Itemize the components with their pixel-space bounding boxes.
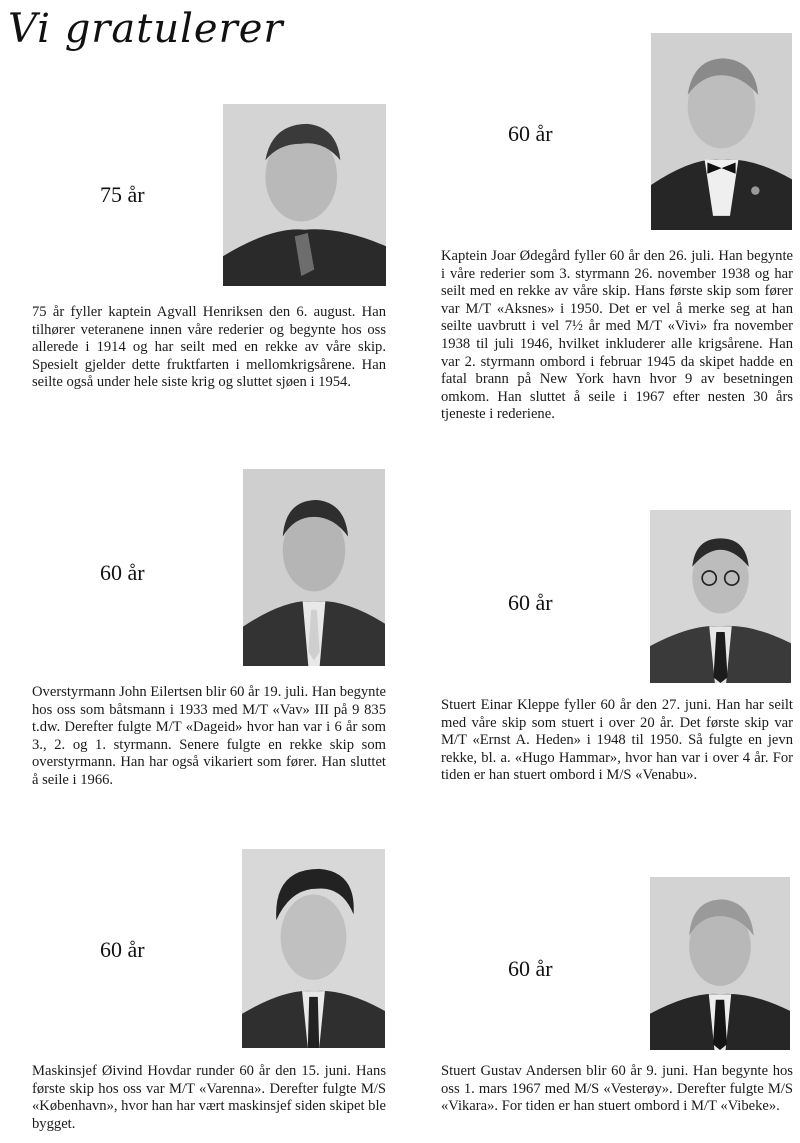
age-label-3: 60 år (100, 560, 145, 585)
portrait-photo-2 (651, 33, 792, 230)
age-label-4: 60 år (508, 590, 553, 615)
portrait-photo-4 (650, 510, 791, 683)
entry-text-1: 75 år fyller kaptein Agvall Henriksen den 6. august. Han tilhører veteranene innen våre rederier og begynte hos oss allerede i 1914 og har seilt med en rekke av våre skip. Spesielt gjelder dette fruktfarten i mellomkrigsårene. Han seilte også under hele siste krig og sluttet sjøen i 1954. (32, 304, 386, 391)
portrait-photo-3 (243, 469, 385, 666)
entry-text-4: Stuert Einar Kleppe fyller 60 år den 27. juni. Han har seilt med våre skip som stuert i over 20 år. Det første skip var M/T «Ernst A. Heden» i 1948 til 1950. Så fulgte en jevn rekke, bl. a. «Hugo Hammar», hvor han var i over 4 år. For tiden er han stuert ombord i M/S «Venabu». (441, 697, 793, 784)
age-label-1: 75 år (100, 182, 145, 207)
entry-text-6: Stuert Gustav Andersen blir 60 år 9. juni. Han begynte hos oss 1. mars 1967 med M/S «Vesterøy». Derefter fulgte M/S «Vikara». For tiden er han stuert ombord i M/T «Vibeke». (441, 1063, 793, 1115)
portrait-photo-1 (223, 104, 386, 286)
entry-text-3: Overstyrmann John Eilertsen blir 60 år 19. juli. Han begynte hos oss som båtsmann i 1933 med M/T «Vav» III på 9 835 t.dw. Derefter fulgte M/T «Dageid» hvor han var i 6 år som 3., 2. og 1. styrmann. Senere fulgte en rekke skip som overstyrmann. Han har også vikariert som fører. Han sluttet å seile i 1966. (32, 684, 386, 788)
entry-text-5: Maskinsjef Øivind Hovdar runder 60 år den 15. juni. Hans første skip hos oss var M/T «Varenna». Derefter fulgte M/S «København», hvor han har vært maskinsjef siden skipet ble bygget. (32, 1063, 386, 1132)
age-label-5: 60 år (100, 937, 145, 962)
portrait-photo-6 (650, 877, 790, 1050)
entry-text-2: Kaptein Joar Ødegård fyller 60 år den 26. juli. Han begynte i våre rederier som 3. styrmann 26. november 1938 og har seilt med en rekke av våre skip. Hans første skip som fører var M/T «Aksnes» i 1950. Det er vel å merke seg at han seilte uavbrutt i vel 7½ år med M/T «Vivi» fra november 1938 til juli 1946, hvilket inkluderer alle krigsårene. Han var 2. styrmann ombord i februar 1945 da skipet hadde en fatal brann på New York havn hvor 9 av besetningen omkom. Han sluttet å seile i 1967 efter nesten 30 års tjeneste i rederiene. (441, 248, 793, 423)
portrait-photo-5 (242, 849, 385, 1048)
age-label-2: 60 år (508, 121, 553, 146)
page-title: Vi gratulerer (8, 6, 284, 52)
age-label-6: 60 år (508, 956, 553, 981)
